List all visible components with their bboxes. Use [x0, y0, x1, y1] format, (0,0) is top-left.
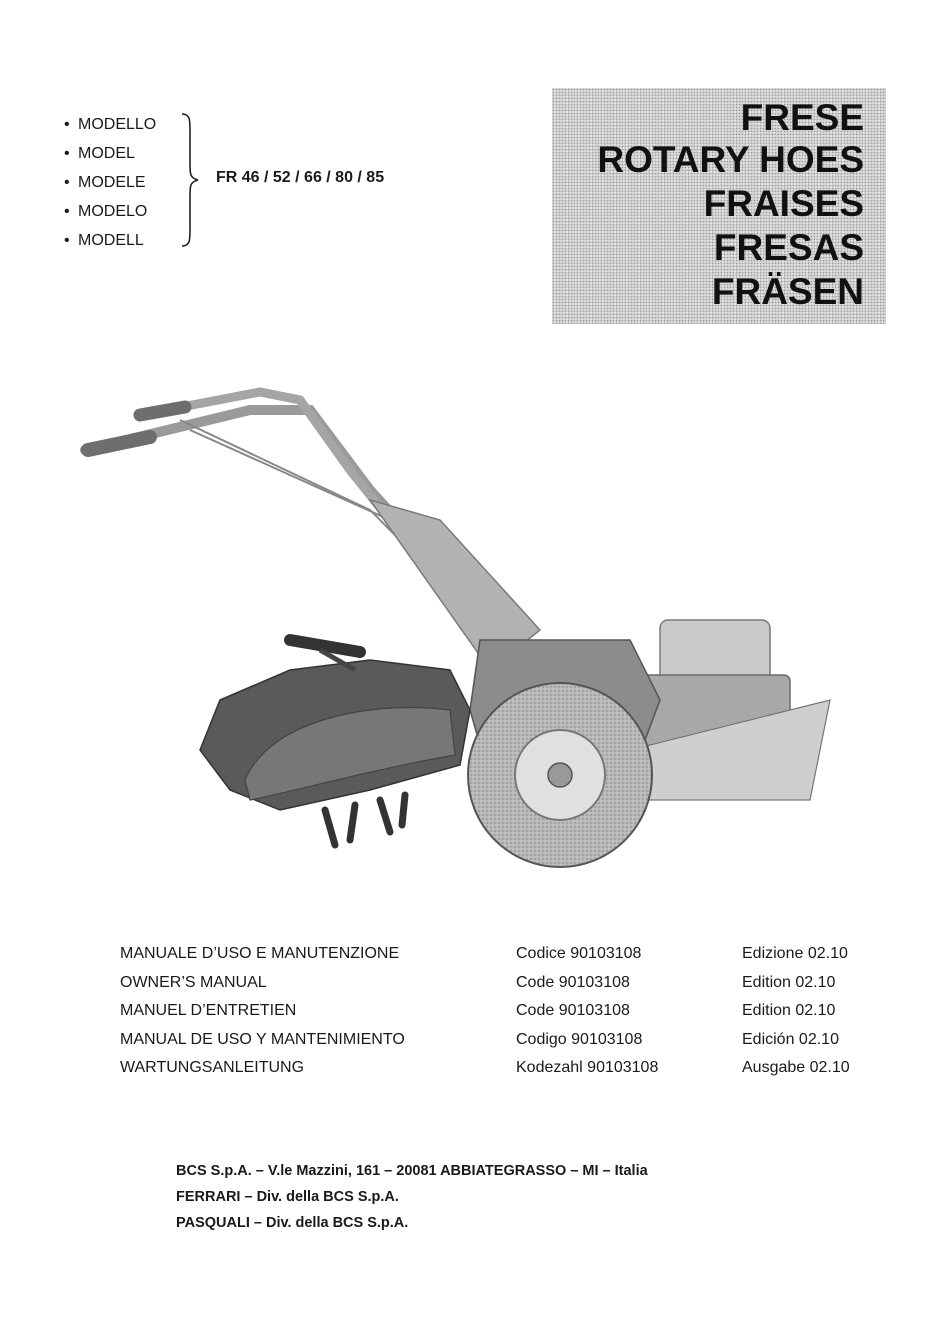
- title-line: FRESAS: [713, 227, 864, 268]
- model-item: • MODELO: [64, 203, 148, 220]
- manual-title: WARTUNGSANLEITUNG: [120, 1059, 305, 1076]
- manual-edition: Edition 02.10: [742, 1002, 836, 1019]
- title-line: FRÄSEN: [711, 271, 864, 312]
- model-item: • MODELE: [64, 174, 146, 191]
- title-line: FRESE: [740, 97, 864, 138]
- manual-code: Code 90103108: [516, 973, 630, 991]
- manual-code: Kodezahl 90103108: [516, 1059, 659, 1076]
- manual-code: Codice 90103108: [516, 945, 642, 962]
- company-address: BCS S.p.A. – V.le Mazzini, 161 – 20081 ABBIATEGRASSO – MI – Italia: [176, 1163, 648, 1179]
- title-line: ROTARY HOES: [597, 139, 864, 180]
- manual-edition: Ausgabe 02.10: [742, 1059, 850, 1076]
- manual-title: MANUALE D’USO E MANUTENZIONE: [120, 945, 400, 962]
- model-item: • MODEL: [64, 145, 135, 162]
- manual-title: MANUAL DE USO Y MANTENIMIENTO: [120, 1030, 405, 1048]
- model-code: FR 46 / 52 / 66 / 80 / 85: [216, 169, 385, 186]
- model-item: • MODELL: [64, 232, 144, 249]
- company-info: [176, 1158, 648, 1236]
- manual-title: MANUEL D’ENTRETIEN: [120, 1002, 297, 1019]
- manual-edition: Edition 02.10: [742, 973, 836, 991]
- company-division: PASQUALI – Div. della BCS S.p.A.: [176, 1215, 409, 1231]
- manual-code: Codigo 90103108: [516, 1030, 643, 1048]
- company-division: FERRARI – Div. della BCS S.p.A.: [176, 1189, 399, 1205]
- manual-title: OWNER’S MANUAL: [120, 973, 267, 991]
- manual-code: Code 90103108: [516, 1002, 630, 1019]
- curly-brace-icon: [176, 112, 206, 248]
- title-box: [552, 88, 886, 324]
- rotary-hoe-illustration: [70, 370, 930, 890]
- model-item: • MODELLO: [64, 116, 157, 133]
- model-list: [64, 110, 156, 255]
- manual-edition: Edizione 02.10: [742, 945, 848, 962]
- manual-edition: Edición 02.10: [742, 1030, 839, 1048]
- title-line: FRAISES: [703, 183, 864, 224]
